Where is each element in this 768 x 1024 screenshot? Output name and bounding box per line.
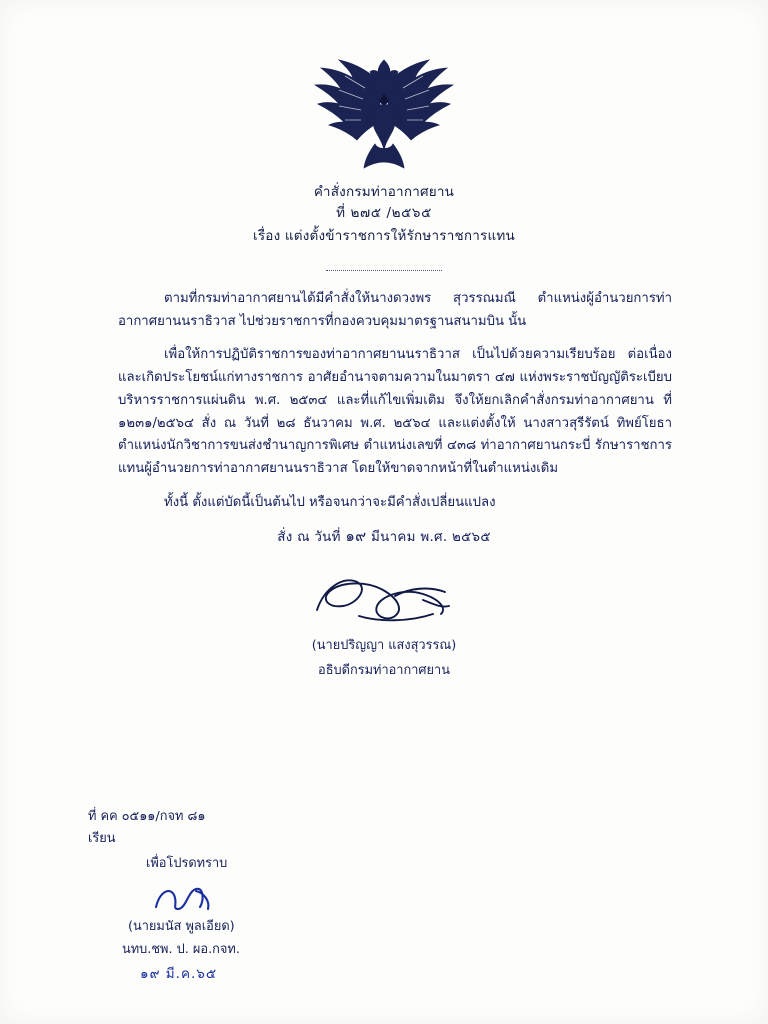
footer-memo [88,806,254,987]
paragraph-3: ทั้งนี้ ตั้งแต่บัดนี้เป็นต้นไป หรือจนกว่าจะมีคำสั่งเปลี่ยนแปลง [164,494,496,510]
signature-name: (นายปริญญา แสงสุวรรณ) [311,638,457,653]
dateline-year-prefix: พ.ศ. [420,530,448,545]
document-body [118,288,672,514]
memo-reference: ที่ คค ๐๕๑๑/กจท ๘๑ [88,809,206,824]
memo-please-note: เพื่อโปรดทราบ [146,855,228,871]
dateline-prefix: สั่ง ณ วันที่ [277,530,341,545]
garuda-emblem [309,52,459,170]
dateline-day: ๑๙ [345,527,367,545]
handwritten-signature [299,570,469,632]
memo-signer-name: (นายมนัส พูลเอียด) [128,919,235,935]
paragraph-2: เพื่อให้การปฏิบัติราชการของท่าอากาศยานนราธิวาส เป็นไปด้วยความเรียบร้อย ต่อเนื่องและเกิดประโยชน์แก่ทางราชการ อาศัยอำนาจตามความในมาตรา ๔๗ แห่งพระราชบัญญัติระเบียบบริหารราชการแผ่นดิน พ.ศ. ๒๕๓๔ และที่แก้ไขเพิ่มเติม จึงให้ยกเลิกคำสั่งกรมท่าอากาศยาน ที่ ๑๒๓๑/๒๕๖๔ สั่ง ณ วันที่ ๒๘ ธันวาคม พ.ศ. ๒๕๖๔ และแต่งตั้งให้ นางสาวสุรีรัตน์ ทิพย์โยธา ตำแหน่งนักวิชาการขนส่งชำนาญการพิเศษ ตำแหน่งเลขที่ ๔๓๘ ท่าอากาศยานกระบี่ รักษาราชการแทนผู้อำนวยการท่าอากาศยานนราธิวาส โดยให้ขาดจากหน้าที่ในตำแหน่งเดิม [118,347,672,476]
heading-line-3: เรื่อง แต่งตั้งข้าราชการให้รักษาราชการแทน [253,227,515,244]
document-heading [0,182,768,247]
heading-line-2: ที่ ๒๗๕ /๒๕๖๕ [336,204,432,221]
paragraph-1: ตามที่กรมท่าอากาศยานได้มีคำสั่งให้นางดวงพร สุวรรณมณี ตำแหน่งผู้อำนวยการท่าอากาศยานนราธิวาส ไปช่วยราชการที่กองควบคุมมาตรฐานสนามบิน นั้น [118,291,672,329]
heading-divider [326,270,442,271]
memo-attention-label: เรียน [88,831,116,847]
dateline-year: ๒๕๖๕ [451,530,491,545]
signature-title: อธิบดีกรมท่าอากาศยาน [318,663,450,678]
dateline [0,524,768,548]
memo-signed-date: ๑๙ มี.ค.๖๕ [140,965,218,982]
memo-signer-position: นทบ.ชพ. ป. ผอ.กจท. [122,941,240,957]
signature-block [0,570,768,680]
dateline-month: มีนาคม [371,530,416,545]
handwritten-initial [144,881,254,915]
heading-line-1: คำสั่งกรมท่าอากาศยาน [313,184,455,200]
